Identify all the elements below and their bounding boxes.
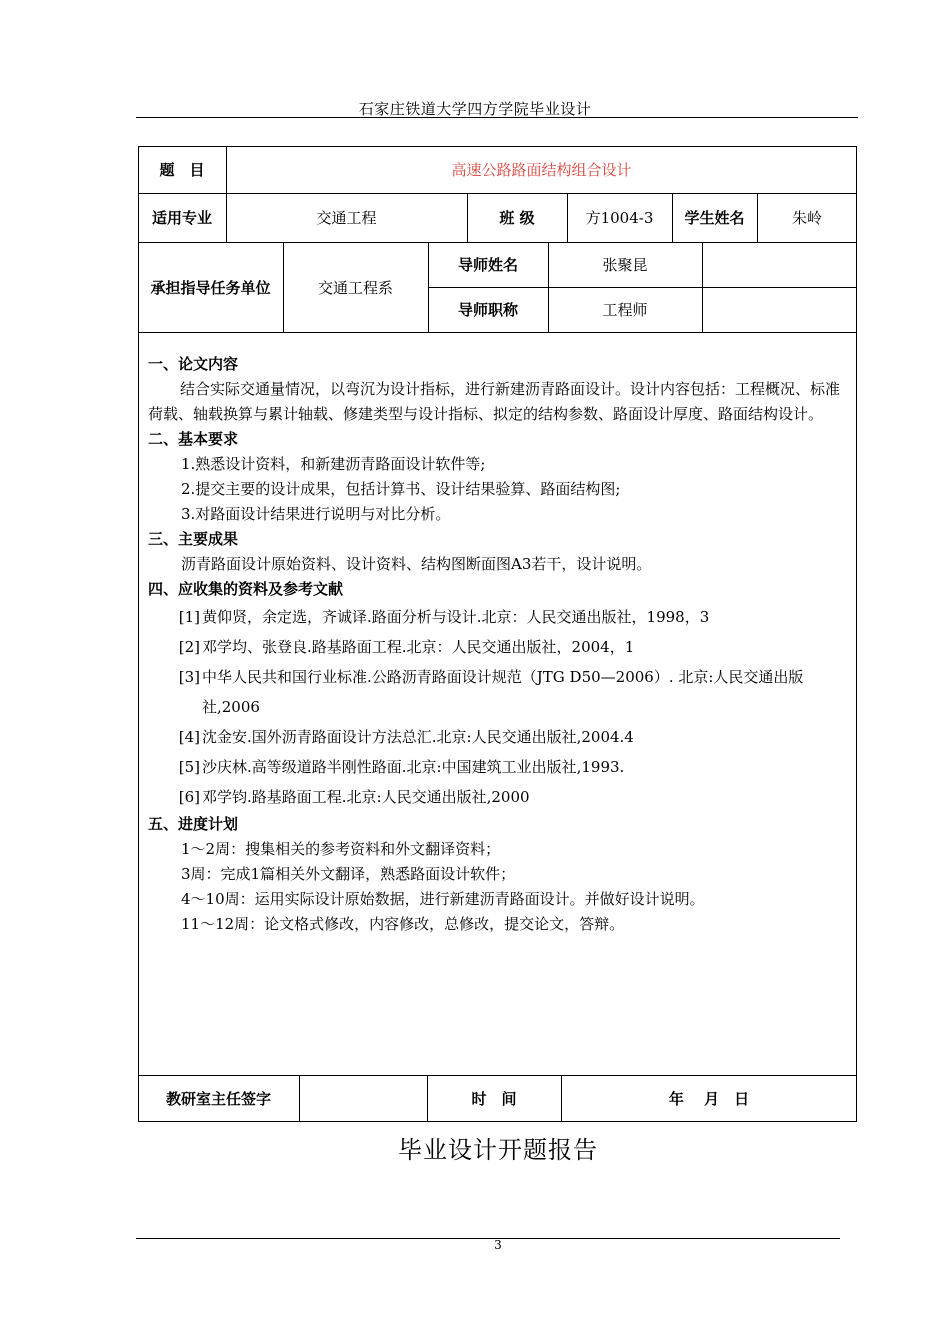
student-value: 朱岭 (791, 209, 822, 227)
reference-item (148, 632, 850, 662)
report-title: 毕业设计开题报告 (398, 1136, 598, 1164)
col-divider (702, 242, 703, 333)
row-divider (138, 332, 857, 333)
section-title: 四、应收集的资料及参考文献 (148, 580, 344, 598)
topic-value: 高速公路路面结构组合设计 (451, 161, 632, 179)
advisor-name-value: 张聚昆 (602, 256, 648, 274)
reference-item (148, 782, 850, 812)
unit-value: 交通工程系 (317, 278, 393, 297)
reference-text: 邓学钧.路基路面工程.北京:人民交通出版社,2000 (202, 788, 530, 806)
reference-number: [1] (178, 608, 200, 626)
topic-label: 题 目 (159, 161, 205, 179)
reference-item (148, 602, 850, 632)
reference-item (148, 662, 850, 722)
reference-number: [5] (178, 758, 200, 776)
section-title: 三、主要成果 (148, 530, 239, 548)
reference-number: [6] (178, 788, 200, 806)
reference-item (148, 752, 850, 782)
reference-text: 沙庆林.高等级道路半刚性路面.北京:中国建筑工业出版社,1993. (202, 758, 625, 776)
signature-field[interactable] (299, 1075, 427, 1122)
date-field: 年 月 日 (668, 1090, 750, 1108)
list-item: 2.提交主要的设计成果，包括计算书、设计结果验算、路面结构图; (181, 480, 621, 498)
schedule-item: 11～12周：论文格式修改，内容修改，总修改，提交论文，答辩。 (181, 915, 625, 933)
time-label: 时 间 (471, 1090, 517, 1108)
sign-label: 教研室主任签字 (165, 1090, 271, 1108)
schedule-item: 4～10周：运用实际设计原始数据，进行新建沥青路面设计。并做好设计说明。 (181, 890, 705, 908)
major-value: 交通工程 (316, 209, 377, 227)
list-item: 1.熟悉设计资料，和新建沥青路面设计软件等; (181, 455, 486, 473)
class-label: 班 级 (499, 209, 535, 227)
unit-label: 承担指导任务单位 (150, 278, 271, 297)
section-text: 沥青路面设计原始资料、设计资料、结构图断面图A3若干，设计说明。 (181, 555, 652, 573)
page-number: 3 (494, 1238, 502, 1252)
reference-item (148, 722, 850, 752)
list-item: 3.对路面设计结果进行说明与对比分析。 (181, 505, 451, 523)
class-value: 方1004-3 (585, 209, 654, 227)
reference-number: [2] (178, 638, 200, 656)
schedule-item: 3周：完成1篇相关外文翻译，熟悉路面设计软件； (181, 865, 516, 883)
reference-text: 中华人民共和国行业标准.公路沥青路面设计规范（JTG D50—2006）. 北京:人民交通出版社,2006 (202, 668, 804, 716)
student-label: 学生姓名 (684, 209, 745, 227)
reference-text: 邓学均、张登良.路基路面工程.北京：人民交通出版社，2004，1 (202, 638, 635, 656)
advisor-title-value: 工程师 (602, 301, 648, 319)
section-text: 结合实际交通量情况，以弯沉为设计指标，进行新建沥青路面设计。设计内容包括：工程概况、标准荷载、轴载换算与累计轴载、修建类型与设计指标、拟定的结构参数、路面设计厚度、路面结构设计。 (148, 380, 841, 423)
reference-number: [4] (178, 728, 200, 746)
schedule-item: 1～2周：搜集相关的参考资料和外文翻译资料； (181, 840, 501, 858)
major-label: 适用专业 (151, 209, 212, 227)
section-title: 二、基本要求 (148, 430, 239, 448)
header-title: 石家庄铁道大学四方学院毕业设计 (358, 100, 592, 118)
reference-text: 黄仰贤，余定选，齐诚译.路面分析与设计.北京：人民交通出版社，1998，3 (202, 608, 710, 626)
header-rule (136, 117, 858, 118)
advisor-title-label: 导师职称 (457, 301, 518, 319)
advisor-name-label: 导师姓名 (457, 256, 518, 274)
reference-text: 沈金安.国外沥青路面设计方法总汇.北京:人民交通出版社,2004.4 (202, 728, 634, 746)
reference-number: [3] (178, 668, 200, 686)
section-title: 一、论文内容 (148, 355, 239, 373)
proposal-content (148, 352, 850, 937)
section-title: 五、进度计划 (148, 815, 239, 833)
